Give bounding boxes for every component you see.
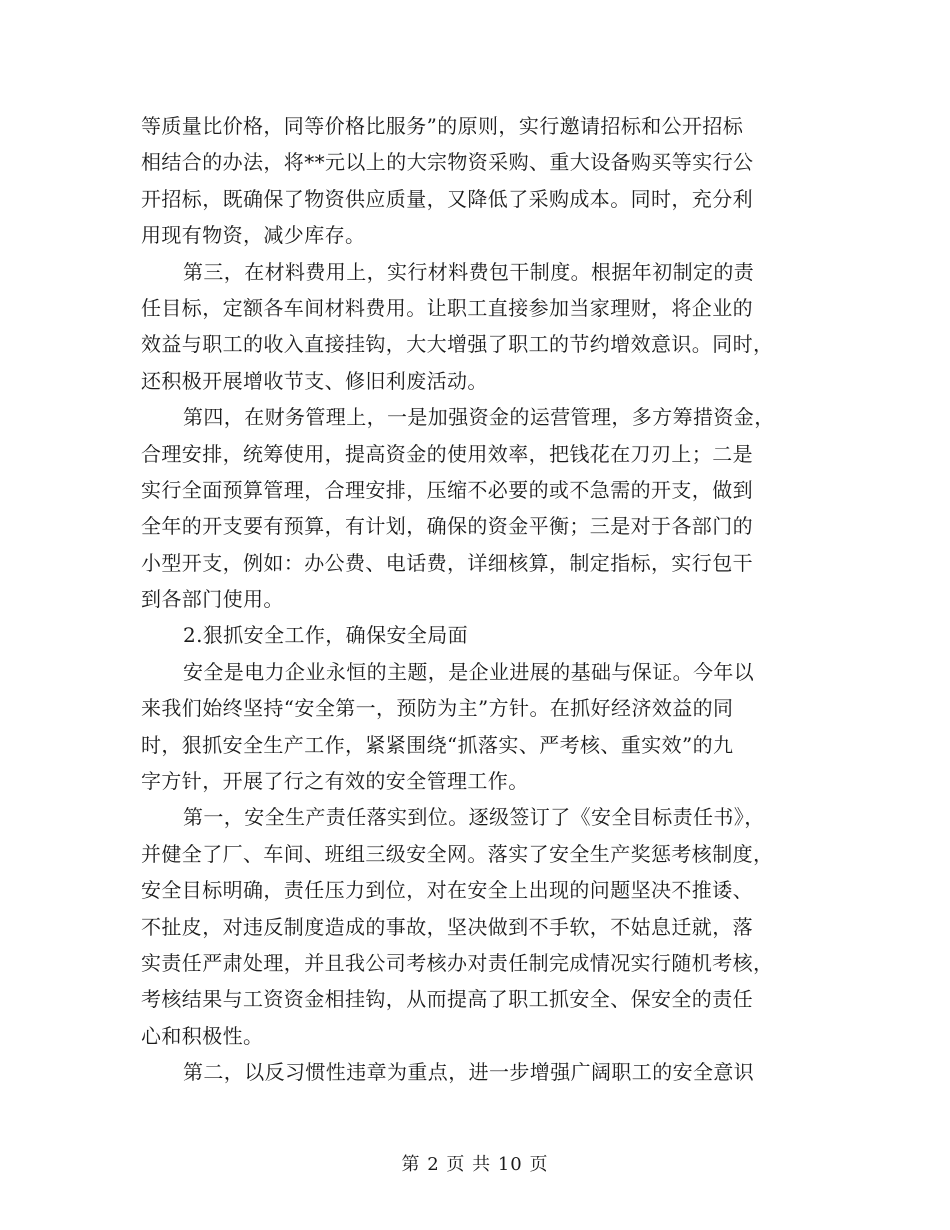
document-body bbox=[141, 108, 801, 1091]
text-line: 效益与职工的收入直接挂钩，大大增强了职工的节约增效意识。同时， bbox=[141, 332, 774, 357]
text-line: 字方针，开展了行之有效的安全管理工作。 bbox=[141, 769, 529, 794]
text-line: 第一，安全生产责任落实到位。逐级签订了《安全目标责任书》， bbox=[183, 805, 765, 830]
text-line: 时，狠抓安全生产工作，紧紧围绕“抓落实、严考核、重实效”的九 bbox=[141, 732, 734, 757]
text-line: 考核结果与工资资金相挂钩，从而提高了职工抓安全、保安全的责任 bbox=[141, 987, 753, 1012]
text-line: 实行全面预算管理，合理安排，压缩不必要的或不急需的开支，做到 bbox=[141, 477, 753, 502]
text-line: 第四，在财务管理上，一是加强资金的运营管理，多方筹措资金， bbox=[183, 405, 775, 430]
text-line: 第三，在材料费用上，实行材料费包干制度。根据年初制定的责 bbox=[183, 259, 755, 284]
text-line: 用现有物资，减少库存。 bbox=[141, 223, 366, 248]
text-line: 来我们始终坚持“安全第一，预防为主”方针。在抓好经济效益的同 bbox=[141, 696, 734, 721]
text-line: 合理安排，统筹使用，提高资金的使用效率，把钱花在刀刃上；二是 bbox=[141, 441, 753, 466]
text-line: 实责任严肃处理，并且我公司考核办对责任制完成情况实行随机考核， bbox=[141, 950, 774, 975]
text-line: 小型开支，例如：办公费、电话费，详细核算，制定指标，实行包干 bbox=[141, 550, 753, 575]
text-line: 心和积极性。 bbox=[141, 1023, 264, 1048]
text-line: 全年的开支要有预算，有计划，确保的资金平衡；三是对于各部门的 bbox=[141, 514, 753, 539]
text-line: 安全目标明确，责任压力到位，对在安全上出现的问题坚决不推诿、 bbox=[141, 878, 753, 903]
text-line: 到各部门使用。 bbox=[141, 587, 284, 612]
text-line: 第二，以反习惯性违章为重点，进一步增强广阔职工的安全意识 bbox=[183, 1060, 755, 1085]
text-line: 相结合的办法，将**元以上的大宗物资采购、重大设备购买等实行公 bbox=[141, 150, 754, 175]
text-line: 任目标，定额各车间材料费用。让职工直接参加当家理财，将企业的 bbox=[141, 295, 753, 320]
page-footer: 第 2 页 共 10 页 bbox=[401, 1154, 549, 1175]
text-line: 安全是电力企业永恒的主题，是企业进展的基础与保证。今年以 bbox=[183, 659, 755, 684]
text-line: 等质量比价格，同等价格比服务”的原则，实行邀请招标和公开招标 bbox=[141, 114, 744, 138]
text-line: 并健全了厂、车间、班组三级安全网。落实了安全生产奖惩考核制度， bbox=[141, 841, 774, 866]
text-line: 2.狠抓安全工作，确保安全局面 bbox=[183, 623, 469, 648]
text-line: 还积极开展增收节支、修旧利废活动。 bbox=[141, 368, 488, 393]
text-line: 不扯皮，对违反制度造成的事故，坚决做到不手软，不姑息迁就，落 bbox=[141, 914, 753, 939]
text-line: 开招标，既确保了物资供应质量，又降低了采购成本。同时，充分利 bbox=[141, 186, 753, 211]
